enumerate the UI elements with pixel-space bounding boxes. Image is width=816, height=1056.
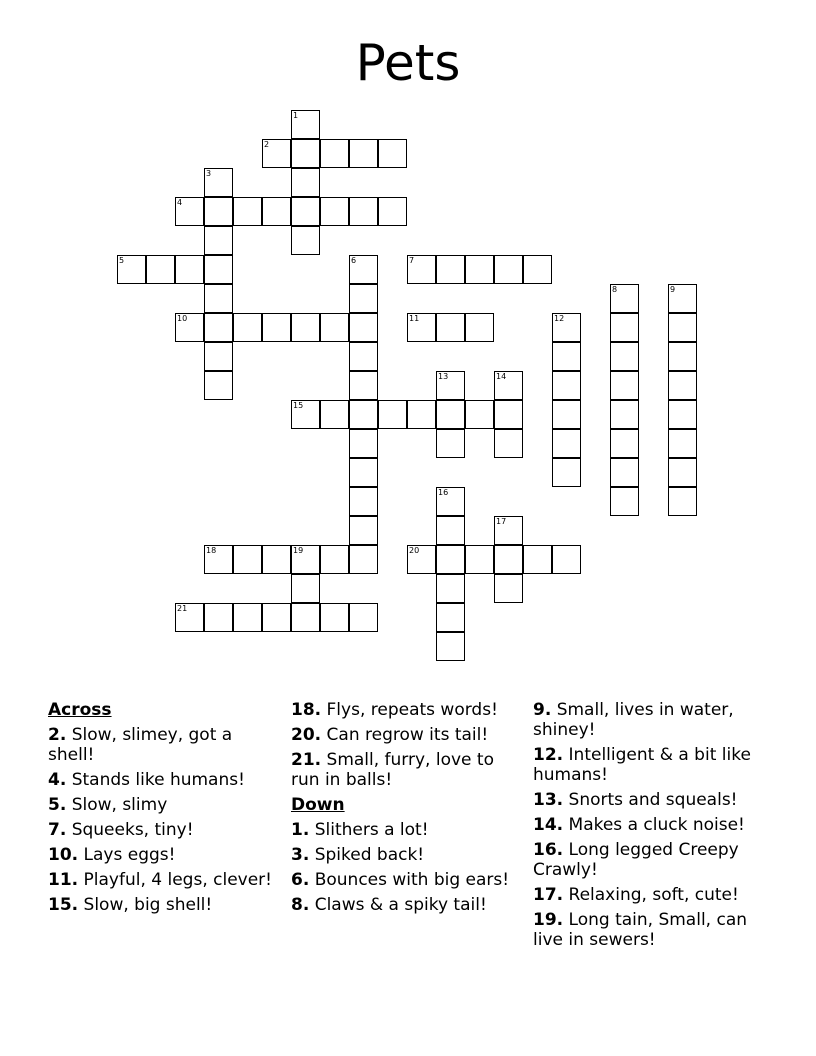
grid-cell[interactable] xyxy=(349,371,378,400)
clue-item-text: Long legged Creepy Crawly! xyxy=(533,840,739,880)
grid-cell[interactable] xyxy=(204,226,233,255)
clue-item-number: 15. xyxy=(48,895,79,915)
grid-cell[interactable] xyxy=(204,545,233,574)
clue-item xyxy=(48,870,278,890)
clue-item-text: Playful, 4 legs, clever! xyxy=(78,870,272,890)
clue-item-text: Flys, repeats words! xyxy=(321,700,498,720)
grid-cell[interactable] xyxy=(204,255,233,284)
grid-cell[interactable] xyxy=(407,255,436,284)
clue-number: 21 xyxy=(177,604,188,613)
clue-number: 12 xyxy=(554,314,565,323)
grid-cell[interactable] xyxy=(233,313,262,342)
grid-cell[interactable] xyxy=(552,342,581,371)
grid-cell[interactable] xyxy=(668,342,697,371)
grid-cell[interactable] xyxy=(175,313,204,342)
grid-cell[interactable] xyxy=(610,371,639,400)
grid-cell[interactable] xyxy=(204,371,233,400)
grid-cell[interactable] xyxy=(407,400,436,429)
grid-cell[interactable] xyxy=(668,284,697,313)
clue-item xyxy=(291,700,523,720)
grid-cell[interactable] xyxy=(262,603,291,632)
grid-cell[interactable] xyxy=(233,197,262,226)
grid-cell[interactable] xyxy=(668,313,697,342)
grid-cell[interactable] xyxy=(494,545,523,574)
grid-cell[interactable] xyxy=(436,371,465,400)
clue-item-number: 8. xyxy=(291,895,310,915)
clue-item-number: 18. xyxy=(291,700,322,720)
grid-cell[interactable] xyxy=(494,371,523,400)
grid-cell[interactable] xyxy=(117,255,146,284)
grid-cell[interactable] xyxy=(407,313,436,342)
grid-cell[interactable] xyxy=(320,545,349,574)
clue-item-text: Slow, slimey, got a shell! xyxy=(48,725,233,765)
grid-cell[interactable] xyxy=(494,400,523,429)
grid-cell[interactable] xyxy=(175,255,204,284)
grid-cell[interactable] xyxy=(465,400,494,429)
clue-number: 18 xyxy=(206,546,217,555)
grid-cell[interactable] xyxy=(175,603,204,632)
grid-cell[interactable] xyxy=(610,284,639,313)
grid-cell[interactable] xyxy=(291,603,320,632)
clue-item-number: 20. xyxy=(291,725,322,745)
grid-cell[interactable] xyxy=(349,400,378,429)
grid-cell[interactable] xyxy=(291,168,320,197)
grid-cell[interactable] xyxy=(204,313,233,342)
grid-cell[interactable] xyxy=(465,313,494,342)
grid-cell[interactable] xyxy=(146,255,175,284)
grid-cell[interactable] xyxy=(523,545,552,574)
clue-item xyxy=(291,750,523,790)
clue-item-text: Small, furry, love to run in balls! xyxy=(291,750,494,790)
grid-cell[interactable] xyxy=(349,458,378,487)
grid-cell[interactable] xyxy=(349,197,378,226)
grid-cell[interactable] xyxy=(436,400,465,429)
grid-cell[interactable] xyxy=(291,313,320,342)
clue-item-text: Squeeks, tiny! xyxy=(66,820,194,840)
clue-item xyxy=(533,815,773,835)
grid-cell[interactable] xyxy=(610,487,639,516)
clue-item-number: 2. xyxy=(48,725,67,745)
grid-cell[interactable] xyxy=(233,545,262,574)
clue-item-number: 10. xyxy=(48,845,79,865)
grid-cell[interactable] xyxy=(407,545,436,574)
grid-cell[interactable] xyxy=(436,545,465,574)
grid-cell[interactable] xyxy=(349,313,378,342)
grid-cell[interactable] xyxy=(291,110,320,139)
grid-cell[interactable] xyxy=(610,429,639,458)
grid-cell[interactable] xyxy=(349,487,378,516)
clue-number: 19 xyxy=(293,546,304,555)
clue-item-number: 3. xyxy=(291,845,310,865)
grid-cell[interactable] xyxy=(349,545,378,574)
grid-cell[interactable] xyxy=(349,255,378,284)
grid-cell[interactable] xyxy=(668,400,697,429)
clue-item xyxy=(291,725,523,745)
clue-item-number: 5. xyxy=(48,795,67,815)
grid-cell[interactable] xyxy=(262,139,291,168)
grid-cell[interactable] xyxy=(465,255,494,284)
clue-item-text: Makes a cluck noise! xyxy=(563,815,745,835)
clue-item xyxy=(533,790,773,810)
clue-item-text: Claws & a spiky tail! xyxy=(309,895,487,915)
grid-cell[interactable] xyxy=(349,139,378,168)
clue-item xyxy=(533,700,773,740)
grid-cell[interactable] xyxy=(204,197,233,226)
grid-cell[interactable] xyxy=(320,313,349,342)
clue-number: 4 xyxy=(177,198,183,207)
clue-number: 15 xyxy=(293,401,304,410)
clue-number: 13 xyxy=(438,372,449,381)
grid-cell[interactable] xyxy=(291,197,320,226)
grid-cell[interactable] xyxy=(349,603,378,632)
clue-item-number: 1. xyxy=(291,820,310,840)
clue-item xyxy=(48,845,278,865)
grid-cell[interactable] xyxy=(320,139,349,168)
clue-number: 10 xyxy=(177,314,188,323)
clue-item-text: Bounces with big ears! xyxy=(309,870,510,890)
clue-item xyxy=(291,820,523,840)
grid-cell[interactable] xyxy=(378,139,407,168)
clue-number: 14 xyxy=(496,372,507,381)
clue-item xyxy=(48,725,278,765)
grid-cell[interactable] xyxy=(668,429,697,458)
grid-cell[interactable] xyxy=(494,429,523,458)
grid-cell[interactable] xyxy=(291,545,320,574)
clue-number: 17 xyxy=(496,517,507,526)
grid-cell[interactable] xyxy=(552,400,581,429)
clue-number: 1 xyxy=(293,111,299,120)
grid-cell[interactable] xyxy=(291,400,320,429)
grid-cell[interactable] xyxy=(494,255,523,284)
grid-cell[interactable] xyxy=(291,226,320,255)
grid-cell[interactable] xyxy=(552,545,581,574)
grid-cell[interactable] xyxy=(523,255,552,284)
grid-cell[interactable] xyxy=(349,429,378,458)
clue-item-text: Intelligent & a bit like humans! xyxy=(533,745,751,785)
clue-item-number: 13. xyxy=(533,790,564,810)
grid-cell[interactable] xyxy=(349,516,378,545)
clue-column-3 xyxy=(533,700,773,955)
clue-column-2 xyxy=(291,700,523,920)
grid-cell[interactable] xyxy=(204,342,233,371)
grid-cell[interactable] xyxy=(436,632,465,661)
grid-cell[interactable] xyxy=(204,284,233,313)
across-heading: Across xyxy=(48,700,112,720)
clue-number: 3 xyxy=(206,169,212,178)
grid-cell[interactable] xyxy=(378,400,407,429)
clue-item-text: Slithers a lot! xyxy=(309,820,429,840)
grid-cell[interactable] xyxy=(436,255,465,284)
clue-item-text: Long tain, Small, can live in sewers! xyxy=(533,910,748,950)
clue-item xyxy=(291,895,523,915)
clue-item-text: Slow, big shell! xyxy=(78,895,213,915)
clue-number: 8 xyxy=(612,285,618,294)
grid-cell[interactable] xyxy=(436,574,465,603)
grid-cell[interactable] xyxy=(552,371,581,400)
clue-item-number: 21. xyxy=(291,750,322,770)
grid-cell[interactable] xyxy=(552,458,581,487)
clue-item xyxy=(533,840,773,880)
grid-cell[interactable] xyxy=(204,603,233,632)
clue-item-text: Lays eggs! xyxy=(78,845,176,865)
clue-item-number: 17. xyxy=(533,885,564,905)
grid-cell[interactable] xyxy=(349,342,378,371)
clue-item xyxy=(48,895,278,915)
grid-cell[interactable] xyxy=(465,545,494,574)
grid-cell[interactable] xyxy=(262,197,291,226)
clue-item xyxy=(291,870,523,890)
grid-cell[interactable] xyxy=(262,313,291,342)
down-heading: Down xyxy=(291,795,345,815)
clue-item-number: 14. xyxy=(533,815,564,835)
clue-item xyxy=(48,795,278,815)
grid-cell[interactable] xyxy=(320,603,349,632)
grid-cell[interactable] xyxy=(204,168,233,197)
clue-item-text: Snorts and squeals! xyxy=(563,790,738,810)
grid-cell[interactable] xyxy=(668,371,697,400)
clue-item-text: Small, lives in water, shiney! xyxy=(533,700,734,740)
grid-cell[interactable] xyxy=(668,487,697,516)
grid-cell[interactable] xyxy=(494,516,523,545)
clue-number: 6 xyxy=(351,256,357,265)
grid-cell[interactable] xyxy=(436,487,465,516)
grid-cell[interactable] xyxy=(320,197,349,226)
clue-item xyxy=(533,885,773,905)
clue-item xyxy=(48,820,278,840)
grid-cell[interactable] xyxy=(494,574,523,603)
clue-number: 20 xyxy=(409,546,420,555)
clue-number: 16 xyxy=(438,488,449,497)
clue-item-number: 7. xyxy=(48,820,67,840)
clue-item xyxy=(533,910,773,950)
clue-item xyxy=(48,770,278,790)
grid-cell[interactable] xyxy=(291,574,320,603)
clue-number: 7 xyxy=(409,256,415,265)
clue-item-number: 12. xyxy=(533,745,564,765)
puzzle-title: Pets xyxy=(355,34,461,92)
clue-item-number: 9. xyxy=(533,700,552,720)
grid-cell[interactable] xyxy=(320,400,349,429)
clue-item-number: 4. xyxy=(48,770,67,790)
clue-item-text: Slow, slimy xyxy=(66,795,168,815)
grid-cell[interactable] xyxy=(262,545,291,574)
clue-number: 11 xyxy=(409,314,420,323)
grid-cell[interactable] xyxy=(610,342,639,371)
clue-column-1 xyxy=(48,700,278,920)
grid-cell[interactable] xyxy=(436,313,465,342)
grid-cell[interactable] xyxy=(349,284,378,313)
grid-cell[interactable] xyxy=(436,516,465,545)
clue-number: 5 xyxy=(119,256,125,265)
clue-item xyxy=(533,745,773,785)
clue-item-text: Stands like humans! xyxy=(66,770,245,790)
clue-item-number: 11. xyxy=(48,870,79,890)
grid-cell[interactable] xyxy=(552,313,581,342)
grid-cell[interactable] xyxy=(610,458,639,487)
grid-cell[interactable] xyxy=(436,429,465,458)
grid-cell[interactable] xyxy=(291,139,320,168)
clue-item-number: 19. xyxy=(533,910,564,930)
grid-cell[interactable] xyxy=(378,197,407,226)
clue-item xyxy=(291,845,523,865)
grid-cell[interactable] xyxy=(610,313,639,342)
clue-item-text: Spiked back! xyxy=(309,845,425,865)
clue-number: 2 xyxy=(264,140,270,149)
grid-cell[interactable] xyxy=(610,400,639,429)
grid-cell[interactable] xyxy=(175,197,204,226)
grid-cell[interactable] xyxy=(233,603,262,632)
grid-cell[interactable] xyxy=(552,429,581,458)
clue-item-number: 16. xyxy=(533,840,564,860)
clue-item-text: Relaxing, soft, cute! xyxy=(563,885,739,905)
clue-item-text: Can regrow its tail! xyxy=(321,725,489,745)
grid-cell[interactable] xyxy=(436,603,465,632)
clue-number: 9 xyxy=(670,285,676,294)
clue-item-number: 6. xyxy=(291,870,310,890)
grid-cell[interactable] xyxy=(668,458,697,487)
